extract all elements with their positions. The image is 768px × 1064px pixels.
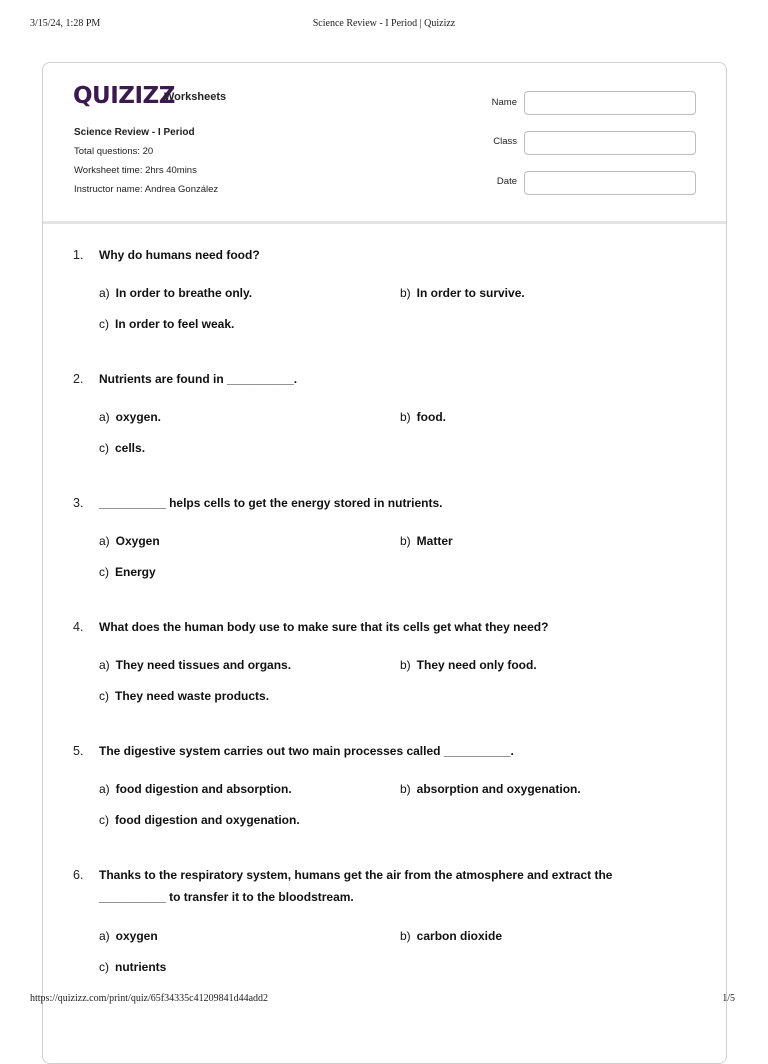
option-letter: a) xyxy=(99,782,110,796)
quizizz-logo: QUIZIZZ xyxy=(73,83,175,109)
option-b xyxy=(400,534,453,548)
print-datetime: 3/15/24, 1:28 PM xyxy=(30,18,101,29)
option-text: In order to survive. xyxy=(416,286,525,300)
option-text: In order to breathe only. xyxy=(115,286,253,300)
option-b xyxy=(400,929,502,943)
date-field[interactable] xyxy=(524,171,696,195)
question-text: The digestive system carries out two main processes called __________. xyxy=(99,744,514,758)
total-questions: Total questions: 20 xyxy=(74,146,154,157)
question-text: Why do humans need food? xyxy=(99,248,260,262)
option-c xyxy=(99,565,156,579)
name-label: Name xyxy=(491,97,517,108)
print-footer xyxy=(0,993,768,1007)
option-text: They need only food. xyxy=(416,658,537,672)
option-c xyxy=(99,813,300,827)
class-field[interactable] xyxy=(524,131,696,155)
option-c xyxy=(99,441,145,455)
option-letter: c) xyxy=(99,565,109,579)
class-label: Class xyxy=(493,136,517,147)
option-b xyxy=(400,286,525,300)
option-letter: c) xyxy=(99,689,109,703)
instructor-name: Instructor name: Andrea González xyxy=(74,184,219,195)
option-text: absorption and oxygenation. xyxy=(416,782,581,796)
option-a xyxy=(99,782,292,796)
option-letter: b) xyxy=(400,534,411,548)
option-letter: b) xyxy=(400,658,411,672)
worksheet-time: Worksheet time: 2hrs 40mins xyxy=(74,165,197,176)
option-a xyxy=(99,410,161,424)
option-letter: b) xyxy=(400,410,411,424)
worksheet-header xyxy=(43,63,726,224)
option-text: They need tissues and organs. xyxy=(115,658,292,672)
option-b xyxy=(400,782,581,796)
option-letter: b) xyxy=(400,286,411,300)
question-text: __________ helps cells to get the energy stored in nutrients. xyxy=(99,496,443,510)
option-text: nutrients xyxy=(115,960,167,974)
option-text: In order to feel weak. xyxy=(115,317,235,331)
question-text: Thanks to the respiratory system, humans get the air from the atmosphere and extract the __________ to transfer it to the bloodstream. xyxy=(99,868,613,904)
option-text: oxygen. xyxy=(115,410,162,424)
worksheet-card xyxy=(42,62,727,1064)
option-letter: b) xyxy=(400,929,411,943)
option-letter: a) xyxy=(99,410,110,424)
logo-subtitle: Worksheets xyxy=(164,91,227,103)
option-a xyxy=(99,286,252,300)
option-text: Matter xyxy=(416,534,453,548)
option-c xyxy=(99,960,166,974)
option-text: They need waste products. xyxy=(115,689,270,703)
worksheet-title: Science Review - I Period xyxy=(74,127,195,138)
option-text: oxygen xyxy=(115,929,158,943)
question-number: 1. xyxy=(73,248,84,262)
option-letter: a) xyxy=(99,286,110,300)
option-a xyxy=(99,658,291,672)
option-letter: a) xyxy=(99,534,110,548)
print-page-title: Science Review - I Period | Quizizz xyxy=(312,18,456,29)
option-c xyxy=(99,317,234,331)
print-header xyxy=(0,18,768,32)
option-a xyxy=(99,929,158,943)
question-number: 6. xyxy=(73,868,84,882)
option-text: cells. xyxy=(115,441,146,455)
question-number: 4. xyxy=(73,620,84,634)
question-text: Nutrients are found in __________. xyxy=(99,372,298,386)
print-url: https://quizizz.com/print/quiz/65f34335c41209841d44add2 xyxy=(30,993,269,1004)
question-number: 2. xyxy=(73,372,84,386)
option-letter: a) xyxy=(99,929,110,943)
question-number: 3. xyxy=(73,496,84,510)
option-letter: c) xyxy=(99,317,109,331)
print-page-number: 1/5 xyxy=(722,993,735,1004)
question-number: 5. xyxy=(73,744,84,758)
option-b xyxy=(400,410,446,424)
option-a xyxy=(99,534,160,548)
option-text: Oxygen xyxy=(115,534,160,548)
option-letter: c) xyxy=(99,813,109,827)
option-text: Energy xyxy=(115,565,156,579)
option-c xyxy=(99,689,269,703)
option-text: food digestion and oxygenation. xyxy=(115,813,300,827)
option-text: food digestion and absorption. xyxy=(115,782,292,796)
option-letter: c) xyxy=(99,960,109,974)
option-text: carbon dioxide xyxy=(416,929,503,943)
option-letter: c) xyxy=(99,441,109,455)
option-letter: b) xyxy=(400,782,411,796)
option-text: food. xyxy=(416,410,446,424)
option-b xyxy=(400,658,537,672)
name-field[interactable] xyxy=(524,91,696,115)
option-letter: a) xyxy=(99,658,110,672)
question-text: What does the human body use to make sure that its cells get what they need? xyxy=(99,620,549,634)
date-label: Date xyxy=(496,176,517,187)
